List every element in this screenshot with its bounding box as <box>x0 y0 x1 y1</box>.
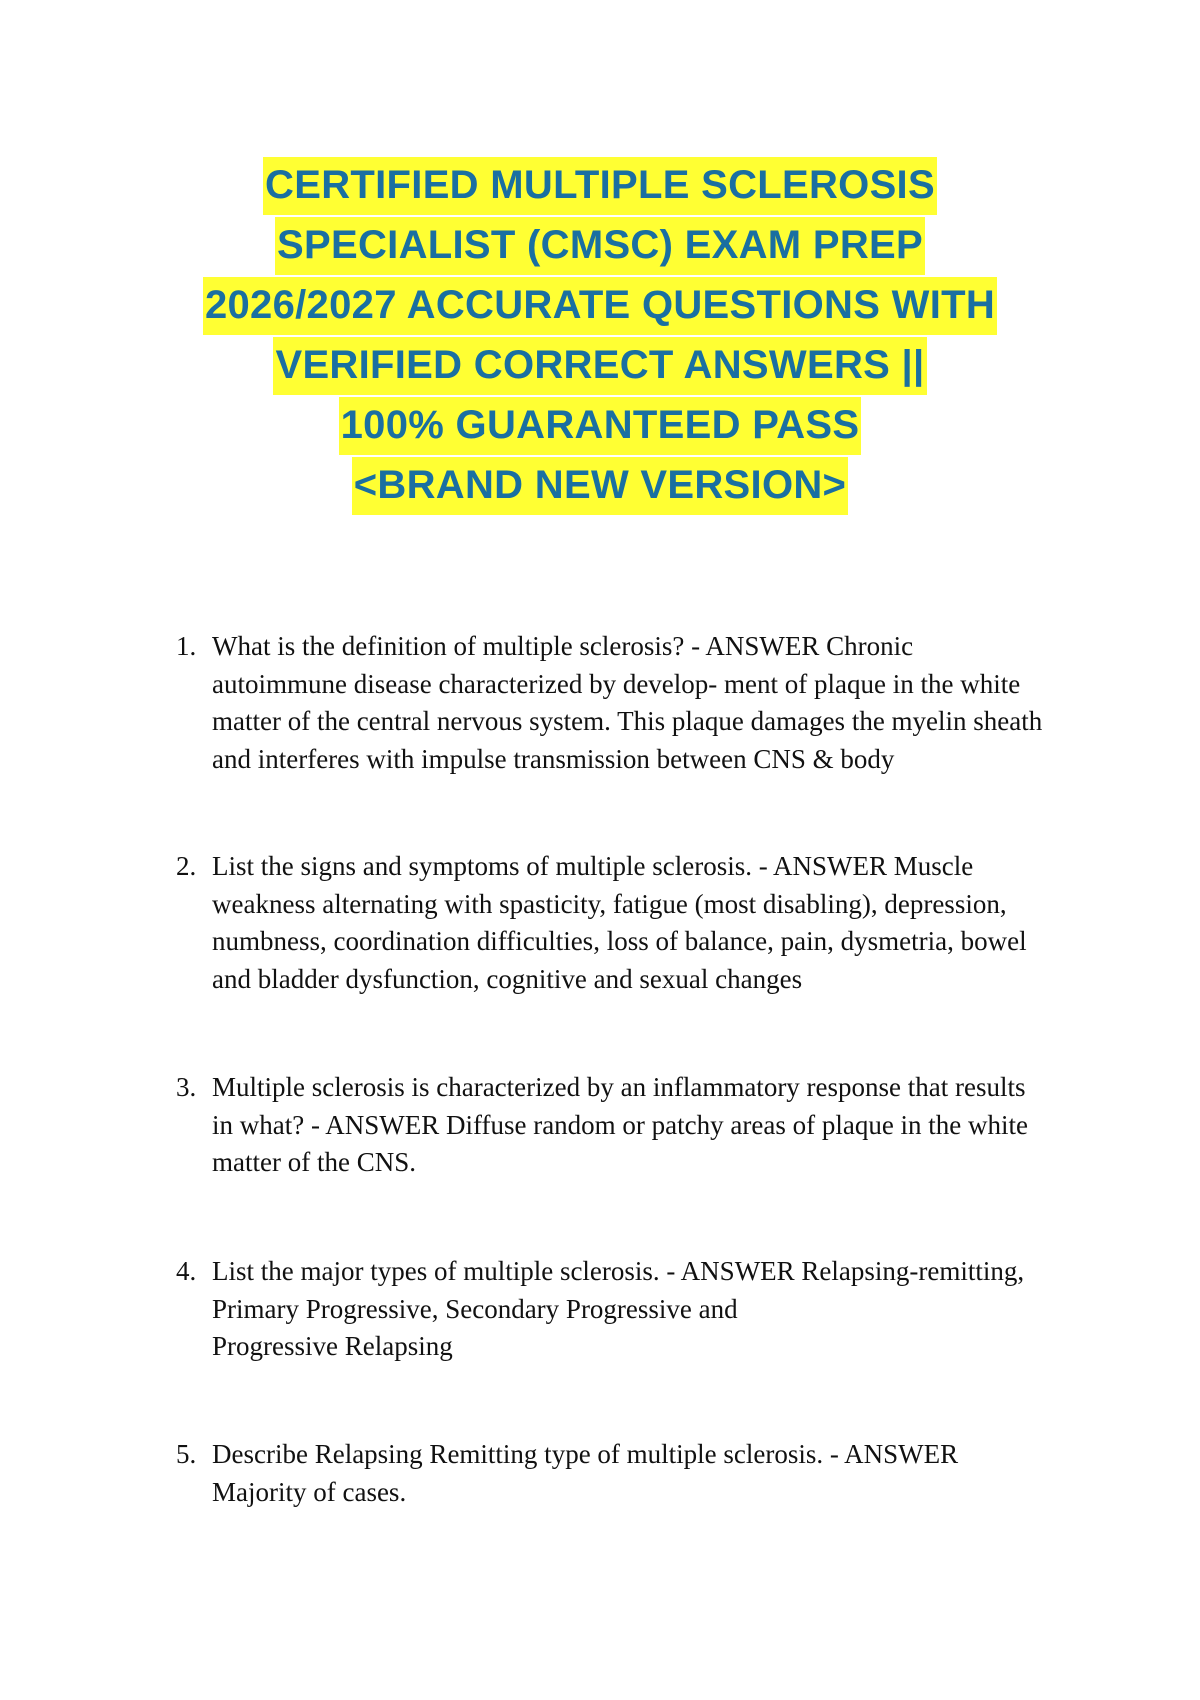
question-line: Majority of cases. <box>212 1476 407 1507</box>
question-text <box>212 628 1092 778</box>
question-line: List the major types of multiple sclerosis. - ANSWER Relapsing-remitting, <box>212 1256 1025 1286</box>
question-line: Multiple sclerosis is characterized by an inflammatory response that results <box>212 1072 1026 1102</box>
question-number: 1. <box>176 631 197 661</box>
question-line: Primary Progressive, Secondary Progressive and <box>212 1293 738 1324</box>
title-line-text: 100% GUARANTEED PASS <box>339 397 862 455</box>
question-line: Describe Relapsing Remitting type of multiple sclerosis. - ANSWER <box>212 1439 959 1469</box>
question-number: 5. <box>176 1439 197 1469</box>
question-text <box>212 1436 1092 1511</box>
question-number: 3. <box>176 1072 197 1102</box>
title-line-text: <BRAND NEW VERSION> <box>352 457 848 515</box>
question-line: autoimmune disease characterized by develop- ment of plaque in the white <box>212 668 1021 699</box>
question-line: and interferes with impulse transmission between CNS & body <box>212 743 895 774</box>
question-text <box>212 1069 1092 1182</box>
question-text <box>212 848 1092 998</box>
question-line: weakness alternating with spasticity, fatigue (most disabling), depression, <box>212 888 1007 919</box>
title-line-text: 2026/2027 ACCURATE QUESTIONS WITH <box>203 277 997 335</box>
question-line: Progressive Relapsing <box>212 1331 453 1361</box>
question-line: numbness, coordination difficulties, loss of balance, pain, dysmetria, bowel <box>212 926 1027 956</box>
question-line: matter of the CNS. <box>212 1147 416 1177</box>
question-number: 2. <box>176 851 197 881</box>
title-line-text: SPECIALIST (CMSC) EXAM PREP <box>275 217 925 275</box>
question-line: matter of the central nervous system. This plaque damages the myelin sheath <box>212 706 1043 736</box>
question-line: List the signs and symptoms of multiple sclerosis. - ANSWER Muscle <box>212 851 974 881</box>
question-number: 4. <box>176 1256 197 1286</box>
question-line: and bladder dysfunction, cognitive and sexual changes <box>212 963 803 994</box>
question-line: What is the definition of multiple sclerosis? - ANSWER Chronic <box>212 631 914 661</box>
question-line: in what? - ANSWER Diffuse random or patchy areas of plaque in the white <box>212 1109 1029 1140</box>
question-text <box>212 1253 1092 1366</box>
title-line-text: VERIFIED CORRECT ANSWERS || <box>273 337 926 395</box>
title-line-text: CERTIFIED MULTIPLE SCLEROSIS <box>263 157 937 215</box>
